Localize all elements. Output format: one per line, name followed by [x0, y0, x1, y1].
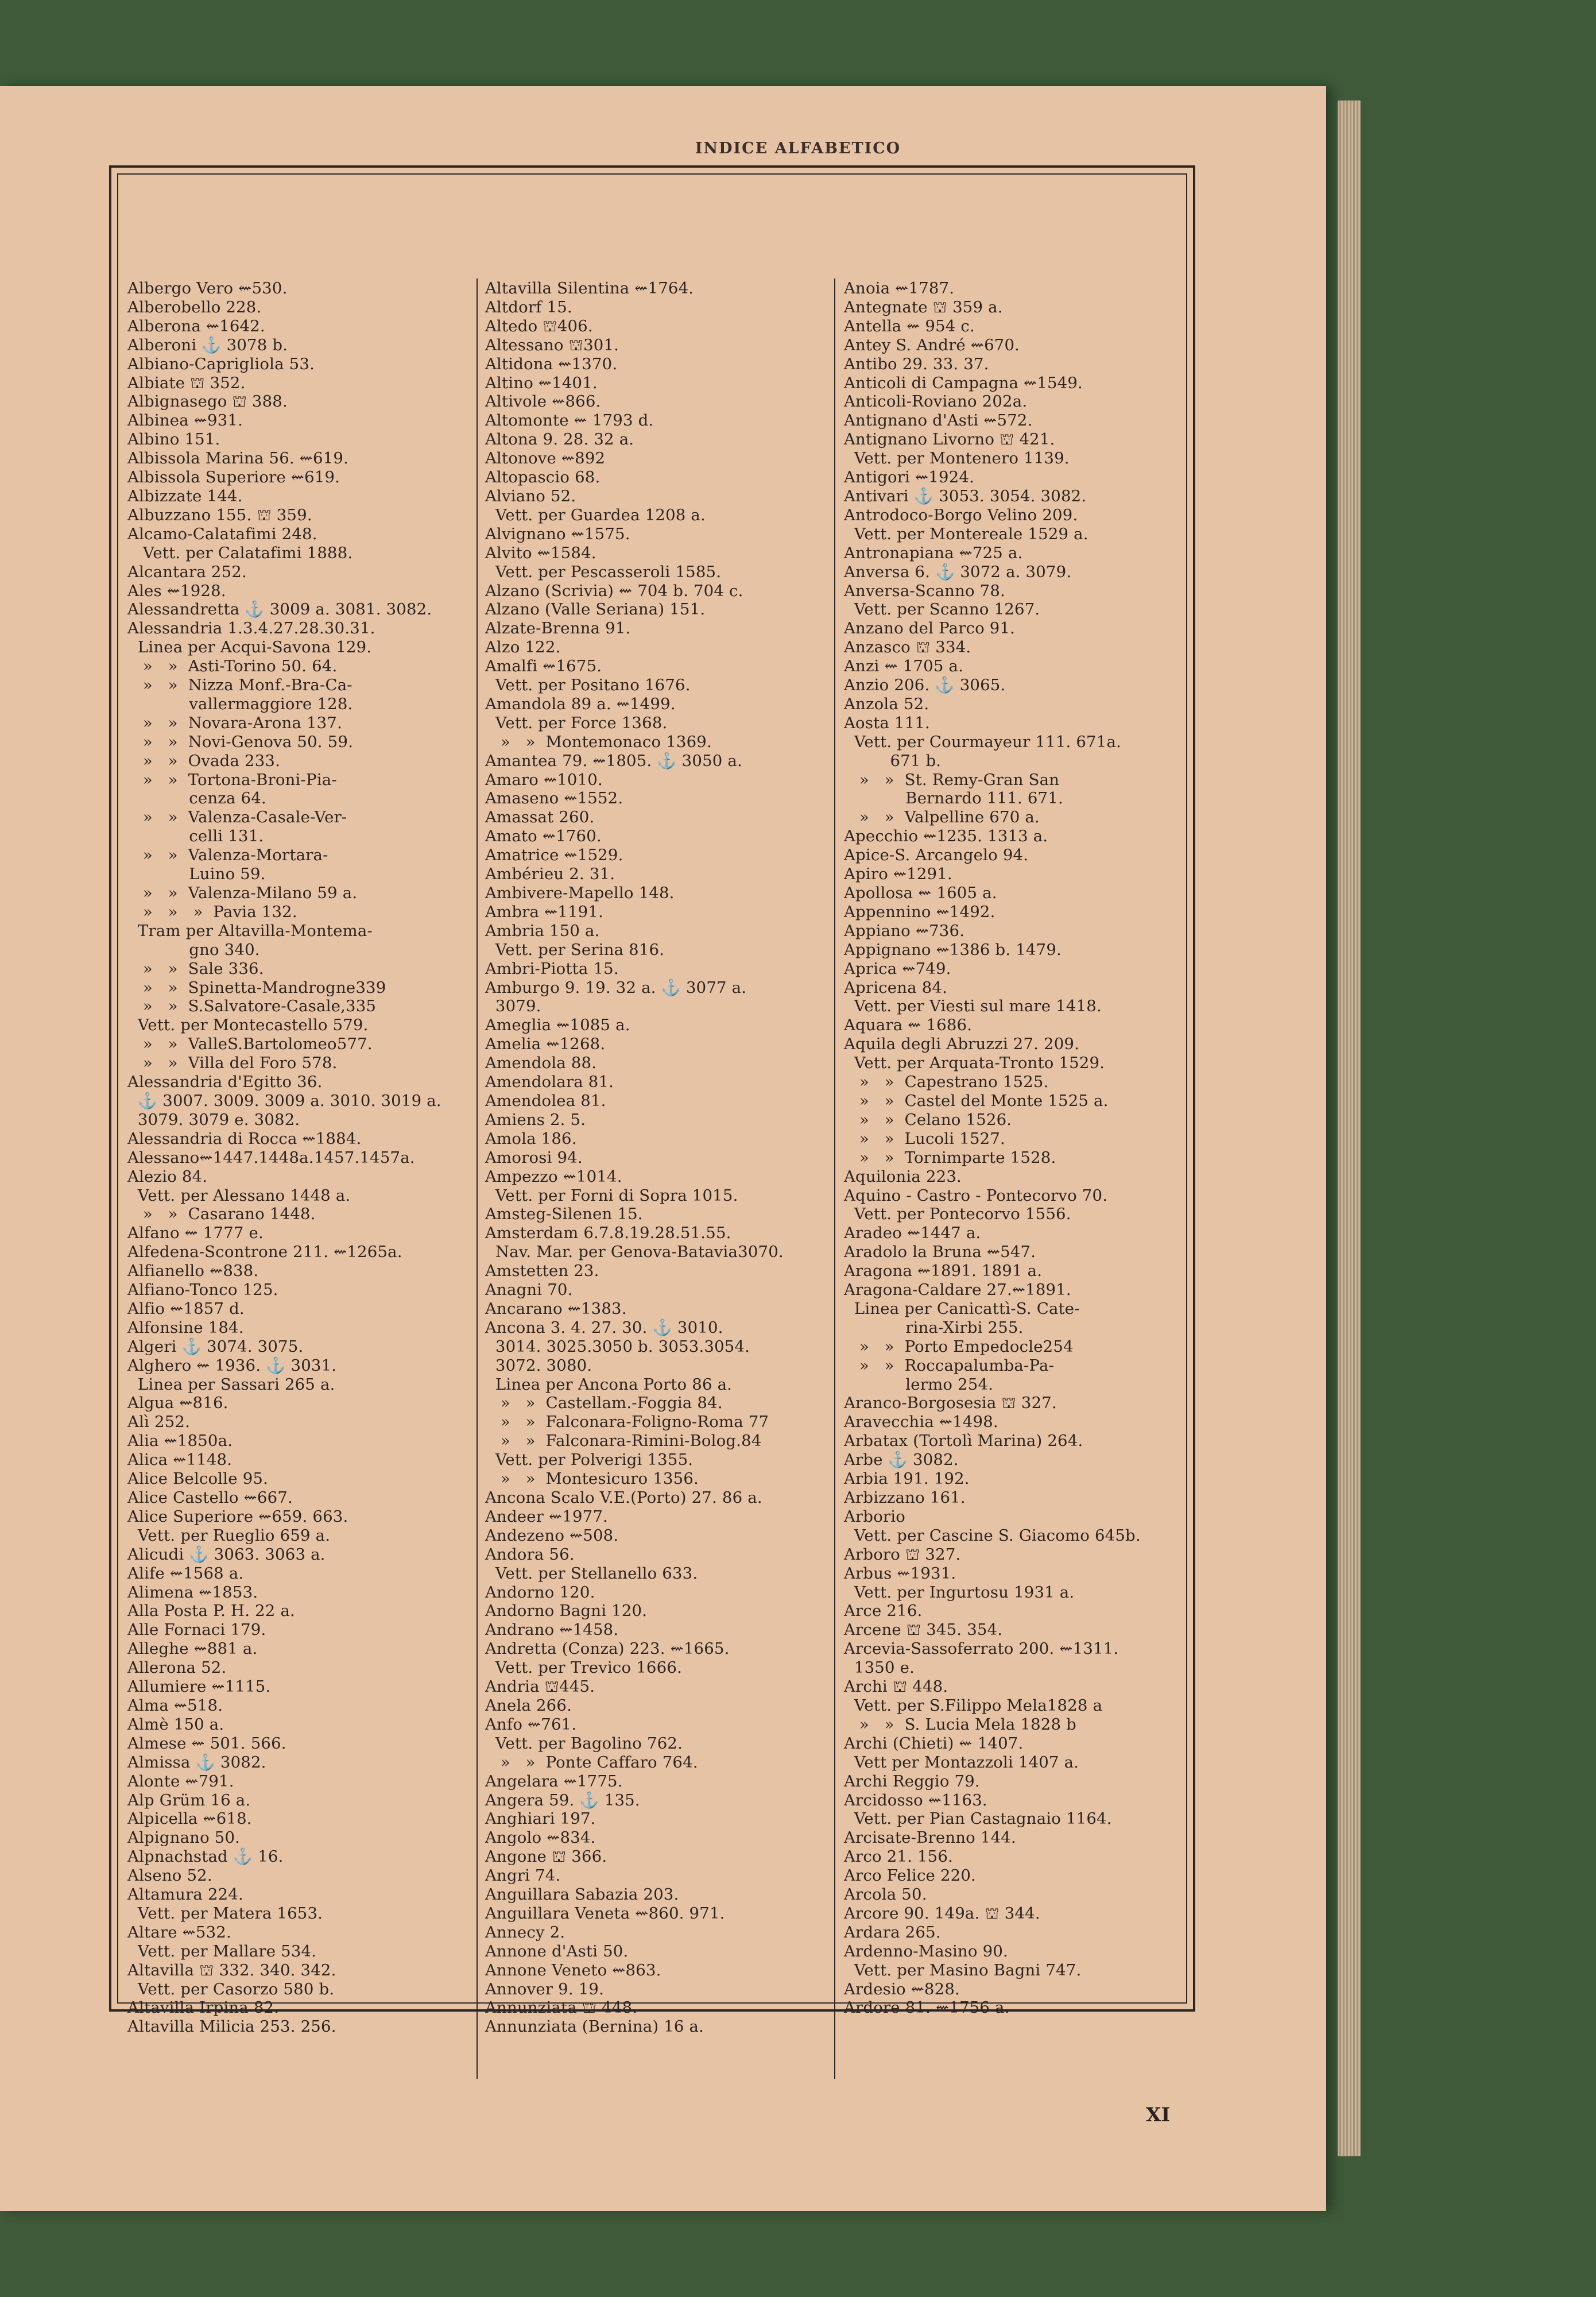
index-entry: Vett per Montazzoli 1407 a. — [844, 1753, 1079, 1772]
index-entry: Alcantara 252. — [127, 562, 247, 581]
index-entry: Almè 150 a. — [127, 1715, 224, 1734]
index-entry: Angera 59. ⚓ 135. — [485, 1791, 640, 1809]
index-entry: Ambérieu 2. 31. — [485, 865, 615, 884]
index-entry: Alessandria di Rocca ⇜1884. — [127, 1129, 362, 1148]
index-entry: Amassat 260. — [485, 808, 595, 827]
index-entry: » » Ovada 233. — [127, 751, 281, 770]
index-entry: Appiano ⇜736. — [844, 921, 965, 940]
index-entry: ⚓ 3007. 3009. 3009 a. 3010. 3019 a. — [127, 1091, 441, 1110]
index-entry: celli 131. — [127, 827, 264, 846]
index-entry: Antrodoco-Borgo Velino 209. — [844, 505, 1078, 524]
index-entry: Vett. per Rueglio 659 a. — [127, 1526, 331, 1545]
index-entry: Almese ⇜ 501. 566. — [127, 1734, 286, 1753]
index-entry: Ardore 81. ⇜1756 a. — [844, 1998, 1010, 2017]
index-entry: Amendolara 81. — [485, 1073, 614, 1092]
index-entry: » » Celano 1526. — [844, 1110, 1012, 1129]
index-entry: Anela 266. — [485, 1696, 572, 1715]
index-entry: Linea per Canicattì-S. Cate- — [844, 1299, 1080, 1318]
index-entry: Alleghe ⇜881 a. — [127, 1639, 258, 1658]
index-entry: Apricena 84. — [844, 978, 948, 997]
index-entry: Alla Posta P. H. 22 a. — [127, 1602, 295, 1621]
column-divider — [834, 279, 835, 2079]
index-entry: Vett. per Montereale 1529 a. — [844, 524, 1088, 543]
index-entry: Anzio 206. ⚓ 3065. — [844, 676, 1006, 695]
index-entry: Vett. per Serina 816. — [485, 940, 665, 959]
index-entry: Linea per Ancona Porto 86 a. — [485, 1375, 733, 1394]
index-entry: Vett. per S.Filippo Mela1828 a — [844, 1696, 1103, 1715]
page-number: XI — [1146, 2103, 1171, 2126]
index-entry: Vett. per Guardea 1208 a. — [485, 505, 706, 524]
index-entry: Altavilla ⛫ 332. 340. 342. — [127, 1960, 336, 1979]
index-entry: Anzola 52. — [844, 694, 929, 713]
index-entry: » » Casarano 1448. — [127, 1205, 316, 1224]
index-entry: cenza 64. — [127, 789, 266, 808]
index-entry: » » Valenza-Casale-Ver- — [127, 808, 347, 827]
index-entry: Anzano del Parco 91. — [844, 619, 1016, 638]
index-entry: Altare ⇜532. — [127, 1923, 231, 1942]
index-entry: Aradeo ⇜1447 a. — [844, 1224, 981, 1243]
index-entry: Alzo 122. — [485, 638, 561, 657]
index-entry: Alice Superiore ⇜659. 663. — [127, 1507, 348, 1526]
index-entry: » » Castellam.-Foggia 84. — [485, 1394, 723, 1413]
index-entry: » » ValleS.Bartolomeo577. — [127, 1035, 373, 1054]
index-entry: Vett. per Stellanello 633. — [485, 1564, 698, 1583]
index-entry: Altavilla Irpina 82. — [127, 1998, 280, 2017]
index-entry: Allumiere ⇜1115. — [127, 1677, 271, 1696]
index-entry: Amato ⇜1760. — [485, 827, 602, 846]
index-entry: Amatrice ⇜1529. — [485, 846, 623, 865]
index-entry: » » Spinetta-Mandrogne339 — [127, 978, 386, 997]
index-entry: Algeri ⚓ 3074. 3075. — [127, 1337, 304, 1356]
index-entry: Amendola 88. — [485, 1054, 597, 1073]
index-entry: Amantea 79. ⇜1805. ⚓ 3050 a. — [485, 751, 742, 770]
index-entry: » » Castel del Monte 1525 a. — [844, 1091, 1109, 1110]
index-entry: Alpnachstad ⚓ 16. — [127, 1847, 284, 1866]
index-entry: Altona 9. 28. 32 a. — [485, 430, 634, 449]
index-entry: Altavilla Milicia 253. 256. — [127, 2017, 336, 2036]
index-entry: Albiano-Caprigliola 53. — [127, 354, 315, 373]
index-entry: Ardenno-Masino 90. — [844, 1942, 1008, 1960]
index-entry: rina-Xirbi 255. — [844, 1318, 1024, 1337]
index-entry: » » Roccapalumba-Pa- — [844, 1356, 1055, 1375]
index-entry: Archi Reggio 79. — [844, 1772, 980, 1791]
index-entry: Alcamo-Calatafimi 248. — [127, 524, 317, 543]
index-entry: » » Ponte Caffaro 764. — [485, 1753, 698, 1772]
index-entry: Aradolo la Bruna ⇜547. — [844, 1243, 1036, 1262]
index-entry: Aragona-Caldare 27.⇜1891. — [844, 1281, 1071, 1300]
index-entry: Annunziata (Bernina) 16 a. — [485, 2017, 704, 2036]
index-entry: Vett. per Calatafimi 1888. — [127, 543, 353, 562]
index-entry: Alle Fornaci 179. — [127, 1621, 266, 1639]
index-entry: Andora 56. — [485, 1545, 575, 1564]
index-entry: Antegnate ⛫ 359 a. — [844, 297, 1003, 316]
index-entry: Alfio ⇜1857 d. — [127, 1299, 245, 1318]
index-entry: Alseno 52. — [127, 1866, 212, 1885]
index-entry: Alfianello ⇜838. — [127, 1262, 259, 1281]
index-entry: Tram per Altavilla-Montema- — [127, 921, 373, 940]
index-entry: Arcidosso ⇜1163. — [844, 1791, 987, 1809]
index-entry: Aquino - Castro - Pontecorvo 70. — [844, 1186, 1108, 1205]
index-entry: Alessandretta ⚓ 3009 a. 3081. 3082. — [127, 600, 432, 619]
index-entry: Bernardo 111. 671. — [844, 789, 1063, 808]
index-entry: Alviano 52. — [485, 486, 576, 505]
index-entry: Ancona 3. 4. 27. 30. ⚓ 3010. — [485, 1318, 723, 1337]
index-entry: Alonte ⇜791. — [127, 1772, 234, 1791]
index-entry: Vett. per Forni di Sopra 1015. — [485, 1186, 738, 1205]
index-entry: Aquila degli Abruzzi 27. 209. — [844, 1035, 1080, 1054]
index-entry: Ancarano ⇜1383. — [485, 1299, 627, 1318]
index-entry: Amstetten 23. — [485, 1262, 599, 1281]
index-entry: » » Falconara-Foligno-Roma 77 — [485, 1413, 769, 1432]
index-entry: Aranco-Borgosesia ⛫ 327. — [844, 1394, 1057, 1413]
index-entry: Arbia 191. 192. — [844, 1470, 970, 1488]
index-entry: Anguillara Veneta ⇜860. 971. — [485, 1904, 725, 1923]
index-entry: Appennino ⇜1492. — [844, 902, 995, 921]
index-entry: Amburgo 9. 19. 32 a. ⚓ 3077 a. — [485, 978, 747, 997]
index-entry: Alì 252. — [127, 1413, 191, 1432]
index-entry: Vett. per Mallare 534. — [127, 1942, 317, 1960]
index-entry: » » Valenza-Milano 59 a. — [127, 884, 358, 902]
index-entry: 3072. 3080. — [485, 1356, 592, 1375]
index-entry: Amsterdam 6.7.8.19.28.51.55. — [485, 1224, 731, 1243]
index-entry: Angolo ⇜834. — [485, 1828, 596, 1847]
index-entry: Alzano (Valle Seriana) 151. — [485, 600, 706, 619]
index-entry: Alvito ⇜1584. — [485, 543, 596, 562]
index-entry: Altamura 224. — [127, 1885, 244, 1904]
index-entry: Vett. per Matera 1653. — [127, 1904, 323, 1923]
index-entry: » » Sale 336. — [127, 959, 264, 978]
index-entry: Aravecchia ⇜1498. — [844, 1413, 998, 1432]
index-entry: Andrano ⇜1458. — [485, 1621, 619, 1639]
index-entry: Vett. per Positano 1676. — [485, 676, 691, 695]
index-entry: Albignasego ⛫ 388. — [127, 392, 288, 411]
index-entry: Vett. per Casorzo 580 b. — [127, 1979, 335, 1998]
index-entry: Antivari ⚓ 3053. 3054. 3082. — [844, 486, 1087, 505]
index-entry: Anversa-Scanno 78. — [844, 581, 1006, 600]
index-entry: » » Villa del Foro 578. — [127, 1054, 338, 1073]
index-entry: Arbe ⚓ 3082. — [844, 1451, 959, 1470]
index-entry: » » Falconara-Rimini-Bolog.84 — [485, 1432, 762, 1451]
index-entry: Aprica ⇜749. — [844, 959, 951, 978]
index-entry: Anticoli di Campagna ⇜1549. — [844, 373, 1083, 392]
index-entry: Vett. per Cascine S. Giacomo 645b. — [844, 1526, 1141, 1545]
index-entry: Amaro ⇜1010. — [485, 770, 603, 789]
index-entry: » » Valenza-Mortara- — [127, 846, 328, 865]
index-entry: Archi ⛫ 448. — [844, 1677, 948, 1696]
index-entry: Alice Belcolle 95. — [127, 1470, 269, 1488]
index-entry: Alfiano-Tonco 125. — [127, 1281, 278, 1300]
index-entry: Ambri-Piotta 15. — [485, 959, 619, 978]
index-entry: » » Asti-Torino 50. 64. — [127, 657, 338, 676]
index-entry: Vett. per Ingurtosu 1931 a. — [844, 1583, 1075, 1602]
index-entry: Andorno 120. — [485, 1583, 595, 1602]
index-entry: Angri 74. — [485, 1866, 561, 1885]
index-entry: vallermaggiore 128. — [127, 694, 353, 713]
index-entry: Alfedena-Scontrone 211. ⇜1265a. — [127, 1243, 402, 1262]
index-entry: Albiate ⛫ 352. — [127, 373, 246, 392]
index-entry: Albissola Marina 56. ⇜619. — [127, 449, 349, 468]
index-entry: Luino 59. — [127, 865, 266, 884]
index-entry: Allerona 52. — [127, 1658, 227, 1677]
index-entry: Amaseno ⇜1552. — [485, 789, 623, 808]
index-entry: Aquara ⇜ 1686. — [844, 1016, 973, 1035]
index-entry: gno 340. — [127, 940, 260, 959]
index-entry: Alfonsine 184. — [127, 1318, 244, 1337]
index-entry: Anagni 70. — [485, 1281, 573, 1300]
index-entry: Alghero ⇜ 1936. ⚓ 3031. — [127, 1356, 337, 1375]
index-entry: Altdorf 15. — [485, 297, 572, 316]
index-entry: Alessano⇜1447.1448a.1457.1457a. — [127, 1148, 415, 1167]
index-entry: Albergo Vero ⇜530. — [127, 279, 288, 297]
index-entry: Aragona ⇜1891. 1891 a. — [844, 1262, 1043, 1281]
index-entry: Arcore 90. 149a. ⛫ 344. — [844, 1904, 1040, 1923]
index-entry: Antignano d'Asti ⇜572. — [844, 411, 1033, 430]
index-entry: Vett. per Pontecorvo 1556. — [844, 1205, 1071, 1224]
index-entry: Amendolea 81. — [485, 1091, 606, 1110]
index-entry: Anzasco ⛫ 334. — [844, 638, 971, 657]
index-entry: Vett. per Alessano 1448 a. — [127, 1186, 351, 1205]
index-entry: Apollosa ⇜ 1605 a. — [844, 884, 997, 902]
index-entry: Anfo ⇜761. — [485, 1715, 577, 1734]
index-entry: Alicudi ⚓ 3063. 3063 a. — [127, 1545, 326, 1564]
index-entry: Arco Felice 220. — [844, 1866, 976, 1885]
index-entry: Apiro ⇜1291. — [844, 865, 952, 884]
index-entry: Alvignano ⇜1575. — [485, 524, 630, 543]
index-entry: Arcisate-Brenno 144. — [844, 1828, 1016, 1847]
index-entry: Altavilla Silentina ⇜1764. — [485, 279, 694, 297]
index-entry: » » St. Remy-Gran San — [844, 770, 1060, 789]
index-entry: 3079. — [485, 997, 541, 1016]
index-entry: Anversa 6. ⚓ 3072 a. 3079. — [844, 562, 1072, 581]
index-entry: Alp Grüm 16 a. — [127, 1791, 251, 1809]
index-entry: Vett. per Bagolino 762. — [485, 1734, 683, 1753]
index-entry: Arbus ⇜1931. — [844, 1564, 956, 1583]
index-entry: Andria ⛫445. — [485, 1677, 595, 1696]
index-entry: Alia ⇜1850a. — [127, 1432, 233, 1451]
index-entry: Amola 186. — [485, 1129, 577, 1148]
index-entry: Ambivere-Mapello 148. — [485, 884, 675, 902]
index-entry: » » Porto Empedocle254 — [844, 1337, 1074, 1356]
index-entry: Albinea ⇜931. — [127, 411, 243, 430]
index-entry: Amorosi 94. — [485, 1148, 583, 1167]
index-entry: Vett. per Masino Bagni 747. — [844, 1960, 1082, 1979]
index-entry: » » Montemonaco 1369. — [485, 732, 712, 751]
index-entry: Nav. Mar. per Genova-Batavia3070. — [485, 1243, 784, 1262]
page-edge — [1338, 100, 1361, 2156]
index-entry: Archi (Chieti) ⇜ 1407. — [844, 1734, 1024, 1753]
index-entry: Albissola Superiore ⇜619. — [127, 468, 340, 487]
index-entry: Arboro ⛫ 327. — [844, 1545, 961, 1564]
index-entry: Ales ⇜1928. — [127, 581, 226, 600]
index-entry: Andeer ⇜1977. — [485, 1507, 608, 1526]
index-entry: Andezeno ⇜508. — [485, 1526, 619, 1545]
index-entry: Amiens 2. 5. — [485, 1110, 586, 1129]
index-entry: Annone Veneto ⇜863. — [485, 1960, 661, 1979]
index-entry: Ambra ⇜1191. — [485, 902, 603, 921]
index-entry: Almissa ⚓ 3082. — [127, 1753, 266, 1772]
index-entry: Alessandria d'Egitto 36. — [127, 1073, 323, 1092]
index-entry: Andorno Bagni 120. — [485, 1602, 648, 1621]
index-entry: Algua ⇜816. — [127, 1394, 228, 1413]
index-column-2 — [485, 279, 807, 2036]
index-entry: Vett. per Trevico 1666. — [485, 1658, 682, 1677]
index-entry: Alberobello 228. — [127, 297, 262, 316]
index-entry: Alberona ⇜1642. — [127, 316, 265, 335]
index-entry: 3079. 3079 e. 3082. — [127, 1110, 300, 1129]
page-header: INDICE ALFABETICO — [695, 140, 901, 157]
index-entry: Alezio 84. — [127, 1167, 208, 1186]
index-entry: Alfano ⇜ 1777 e. — [127, 1224, 264, 1243]
index-entry: Antibo 29. 33. 37. — [844, 354, 989, 373]
index-entry: Appignano ⇜1386 b. 1479. — [844, 940, 1062, 959]
index-entry: Linea per Acqui-Savona 129. — [127, 638, 372, 657]
index-entry: Anghiari 197. — [485, 1809, 596, 1828]
index-entry: Apecchio ⇜1235. 1313 a. — [844, 827, 1048, 846]
index-entry: Antey S. André ⇜670. — [844, 335, 1020, 354]
index-entry: Arce 216. — [844, 1602, 923, 1621]
index-entry: » » Montesicuro 1356. — [485, 1470, 699, 1488]
index-entry: Arborio — [844, 1507, 906, 1526]
index-entry: Alberoni ⚓ 3078 b. — [127, 335, 288, 354]
index-entry: Linea per Sassari 265 a. — [127, 1375, 335, 1394]
index-entry: 3014. 3025.3050 b. 3053.3054. — [485, 1337, 750, 1356]
index-entry: Antella ⇜ 954 c. — [844, 316, 975, 335]
index-entry: Alzano (Scrivia) ⇜ 704 b. 704 c. — [485, 581, 743, 600]
index-entry: » » Novara-Arona 137. — [127, 713, 343, 732]
index-entry: Altedo ⛫406. — [485, 316, 593, 335]
index-entry: Albizzate 144. — [127, 486, 243, 505]
index-entry: Annecy 2. — [485, 1923, 565, 1942]
index-entry: Alma ⇜518. — [127, 1696, 223, 1715]
index-entry: » » S. Lucia Mela 1828 b — [844, 1715, 1076, 1734]
index-entry: Albino 151. — [127, 430, 220, 449]
index-entry: Vett. per Montecastello 579. — [127, 1016, 369, 1035]
index-entry: Altidona ⇜1370. — [485, 354, 618, 373]
index-entry: Altino ⇜1401. — [485, 373, 598, 392]
index-entry: Anguillara Sabazia 203. — [485, 1885, 679, 1904]
index-entry: Vett. per Courmayeur 111. 671a. — [844, 732, 1121, 751]
index-column-1 — [127, 279, 449, 2036]
index-entry: » » S.Salvatore-Casale,335 — [127, 997, 377, 1016]
index-entry: Ardara 265. — [844, 1923, 941, 1942]
index-entry: Arcene ⛫ 345. 354. — [844, 1621, 1003, 1639]
index-entry: Alpignano 50. — [127, 1828, 241, 1847]
index-entry: Alimena ⇜1853. — [127, 1583, 258, 1602]
index-entry: Vett. per Force 1368. — [485, 713, 668, 732]
index-entry: Aosta 111. — [844, 713, 930, 732]
index-entry: Vett. per Pian Castagnaio 1164. — [844, 1809, 1112, 1828]
index-entry: Ambria 150 a. — [485, 921, 600, 940]
index-entry: Ardesio ⇜828. — [844, 1979, 960, 1998]
index-entry: Amandola 89 a. ⇜1499. — [485, 694, 676, 713]
index-entry: lermo 254. — [844, 1375, 994, 1394]
index-column-3 — [844, 279, 1165, 2017]
index-entry: Ampezzo ⇜1014. — [485, 1167, 622, 1186]
index-entry: Altivole ⇜866. — [485, 392, 601, 411]
index-entry: » » Tornimparte 1528. — [844, 1148, 1056, 1167]
index-entry: Ameglia ⇜1085 a. — [485, 1016, 630, 1035]
index-entry: » » Capestrano 1525. — [844, 1073, 1049, 1092]
index-entry: Altomonte ⇜ 1793 d. — [485, 411, 654, 430]
index-entry: Amsteg-Silenen 15. — [485, 1205, 643, 1224]
index-entry: Vett. per Montenero 1139. — [844, 449, 1070, 468]
index-entry: Anzi ⇜ 1705 a. — [844, 657, 964, 676]
index-entry: Alessandria 1.3.4.27.28.30.31. — [127, 619, 375, 638]
index-entry: Vett. per Scanno 1267. — [844, 600, 1040, 619]
index-entry: Altopascio 68. — [485, 468, 601, 487]
index-entry: Alica ⇜1148. — [127, 1451, 233, 1470]
index-entry: Alice Castello ⇜667. — [127, 1488, 293, 1507]
index-entry: Angelara ⇜1775. — [485, 1772, 623, 1791]
index-entry: Antronapiana ⇜725 a. — [844, 543, 1023, 562]
index-entry: » » » Pavia 132. — [127, 902, 297, 921]
index-entry: » » Valpelline 670 a. — [844, 808, 1040, 827]
index-entry: Altessano ⛫301. — [485, 335, 619, 354]
index-entry: Annone d'Asti 50. — [485, 1942, 629, 1960]
index-entry: Vett. per Polverigi 1355. — [485, 1451, 694, 1470]
index-entry: Anticoli-Roviano 202a. — [844, 392, 1028, 411]
index-entry: Albuzzano 155. ⛫ 359. — [127, 505, 312, 524]
index-entry: Apice-S. Arcangelo 94. — [844, 846, 1029, 865]
index-entry: 671 b. — [844, 751, 942, 770]
index-entry: Amalfi ⇜1675. — [485, 657, 602, 676]
index-entry: Annover 9. 19. — [485, 1979, 605, 1998]
index-entry: Vett. per Pescasseroli 1585. — [485, 562, 722, 581]
index-entry: Alife ⇜1568 a. — [127, 1564, 244, 1583]
index-entry: » » Novi-Genova 50. 59. — [127, 732, 354, 751]
index-entry: » » Lucoli 1527. — [844, 1129, 1005, 1148]
index-entry: 1350 e. — [844, 1658, 915, 1677]
index-entry: Arco 21. 156. — [844, 1847, 954, 1866]
index-entry: Vett. per Arquata-Tronto 1529. — [844, 1054, 1105, 1073]
index-entry: Arcola 50. — [844, 1885, 927, 1904]
index-entry: Arbatax (Tortolì Marina) 264. — [844, 1432, 1083, 1451]
index-entry: Vett. per Viesti sul mare 1418. — [844, 997, 1102, 1016]
index-entry: Arbizzano 161. — [844, 1488, 966, 1507]
index-entry: » » Nizza Monf.-Bra-Ca- — [127, 676, 352, 695]
index-entry: Ancona Scalo V.E.(Porto) 27. 86 a. — [485, 1488, 762, 1507]
index-entry: Anoia ⇜1787. — [844, 279, 955, 297]
index-entry: Antigori ⇜1924. — [844, 468, 975, 487]
index-entry: » » Tortona-Broni-Pia- — [127, 770, 337, 789]
index-entry: Antignano Livorno ⛫ 421. — [844, 430, 1055, 449]
index-entry: Alzate-Brenna 91. — [485, 619, 631, 638]
index-entry: Altonove ⇜892 — [485, 449, 606, 468]
column-divider — [477, 279, 478, 2079]
index-entry: Alpicella ⇜618. — [127, 1809, 252, 1828]
index-entry: Annunziata ⛫ 448. — [485, 1998, 638, 2017]
index-entry: Andretta (Conza) 223. ⇜1665. — [485, 1639, 730, 1658]
index-entry: Arcevia-Sassoferrato 200. ⇜1311. — [844, 1639, 1119, 1658]
index-entry: Angone ⛫ 366. — [485, 1847, 607, 1866]
index-entry: Amelia ⇜1268. — [485, 1035, 606, 1054]
index-entry: Aquilonia 223. — [844, 1167, 962, 1186]
